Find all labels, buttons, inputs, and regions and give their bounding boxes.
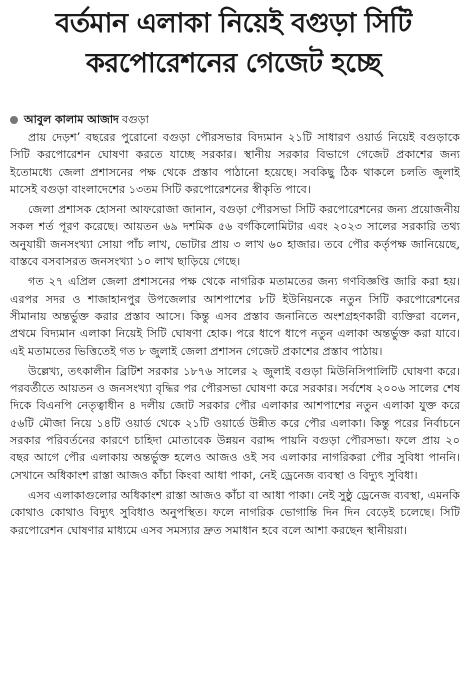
author-name: আবুল কালাম আজাদ [24,113,119,126]
headline-line-2: করপোরেশনের গেজেট হচ্ছে [85,48,381,79]
dateline-place: বগুড়া [121,113,149,126]
byline [10,114,149,126]
paragraph-5: এসব এলাকাগুলোর অধিকাংশ রাস্তা আজও কাঁচা বা আধা পাকা। নেই সুষ্ঠু ড্রেনেজ ব্যবস্থা, এমনকি কোথাও কোথাও বিদ্যুৎ সুবিধাও অনুপস্থিত। ফলে নাগরিক ভোগান্তি দিন দিন বেড়েই চলেছে। সিটি করপোরেশন ঘোষণার মাধ্যমে এসব সমস্যার দ্রুত সমাধান হবে বলে আশা করছেন স্থানীয়রা। [10,488,460,537]
bullet-icon [10,116,18,124]
paragraph-1: প্রায় দেড়শ’ বছরের পুরোনো বগুড়া পৌরসভার বিদ্যমান ২১টি সাধারণ ওয়ার্ড নিয়েই বগুড়াকে সিটি করপোরেশন ঘোষণা করতে যাচ্ছে সরকার। স্থানীয় সরকার বিভাগে গেজেট প্রকাশের জন্য ইতোমধ্যে জেলা প্রশাসনের পক্ষ থেকে প্রস্তাব পাঠানো হয়েছে। সবকিছু ঠিক থাকলে চলতি জুলাই মাসেই বগুড়া বাংলাদেশের ১৩তম সিটি করপোরেশনের স্বীকৃতি পাবে। [10,131,460,196]
paragraph-4: উল্লেখ্য, তৎকালীন ব্রিটিশ সরকার ১৮৭৬ সালের ২ জুলাই বগুড়া মিউনিসিপালিটি ঘোষণা করে। পরবর্তীতে আয়তন ও জনসংখ্যা বৃদ্ধির পর পৌরসভা ঘোষণা করে সরকার। সর্বশেষ ২০০৬ সালের শেষ দিকে বিএনপি নেতৃত্বাধীন ৪ দলীয় জোট সরকার পৌর এলাকার আশপাশের নতুন এলাকা যুক্ত করে ৫৬টি মৌজা নিয়ে ১৪টি ওয়ার্ড থেকে ২১টি ওয়ার্ডে উন্নীত করে পৌর এলাকা। কিন্তু পরের নির্বাচনে সরকার পরিবর্তনের কারণে চাহিদা মোতাবেক উন্নয়ন বরাদ্দ পায়নি বগুড়া পৌরসভা। ফলে প্রায় ২০ বছর আগে পৌর এলাকায় অন্তর্ভুক্ত হলেও আজও ওই সব এলাকার নাগরিকরা পৌর সুবিধা পাননি। সেখানে অধিকাংশ রাস্তা আজও কাঁচা কিংবা আধা পাকা, নেই ড্রেনেজ ব্যবস্থা ও বিদ্যুৎ সুবিধা। [10,364,460,482]
paragraph-3: গত ২৭ এপ্রিল জেলা প্রশাসনের পক্ষ থেকে নাগরিক মতামতের জন্য গণবিজ্ঞপ্তি জারি করা হয়। এরপর সদর ও শাজাহানপুর উপজেলার আশপাশের ৮টি ইউনিয়নকে নতুন সিটি করপোরেশনের সীমানায় অন্তর্ভুক্ত করার প্রস্তাব আসে। কিন্তু এসব প্রস্তাব জনানিতে অংশগ্রহণকারী ব্যক্তিরা বলেন, প্রথমে বিদ্যমান এলাকা নিয়েই সিটি ঘোষণা হোক। পরে ধাপে ধাপে নতুন এলাকা অন্তর্ভুক্ত করা যাবে। এই মতামতের ভিত্তিতেই গত ৮ জুলাই জেলা প্রশাসন গেজেট প্রকাশের প্রস্তাব পাঠায়। [10,275,460,358]
headline-line-1: বর্তমান এলাকা নিয়েই বগুড়া সিটি [55,8,412,39]
headline [8,4,459,84]
paragraph-2: জেলা প্রশাসক হোসনা আফরোজা জানান, বগুড়া পৌরসভা সিটি করপোরেশনের জন্য প্রয়োজনীয় সকল শর্ত পূরণ করেছে। আয়তন ৬৯ দশমিক ৫৬ বর্গকিলোমিটার এবং ২০২৩ সালের সরকারি তথ্য অনুযায়ী জনসংখ্যা সোয়া পাঁচ লাখ, ভোটার প্রায় ৩ লাখ ৬০ হাজার। তবে পৌর কর্তৃপক্ষ জানিয়েছে, বাস্তবে বসবাসরত জনসংখ্যা ১০ লাখ ছাড়িয়ে গেছে। [10,203,460,269]
article-body [10,129,460,542]
